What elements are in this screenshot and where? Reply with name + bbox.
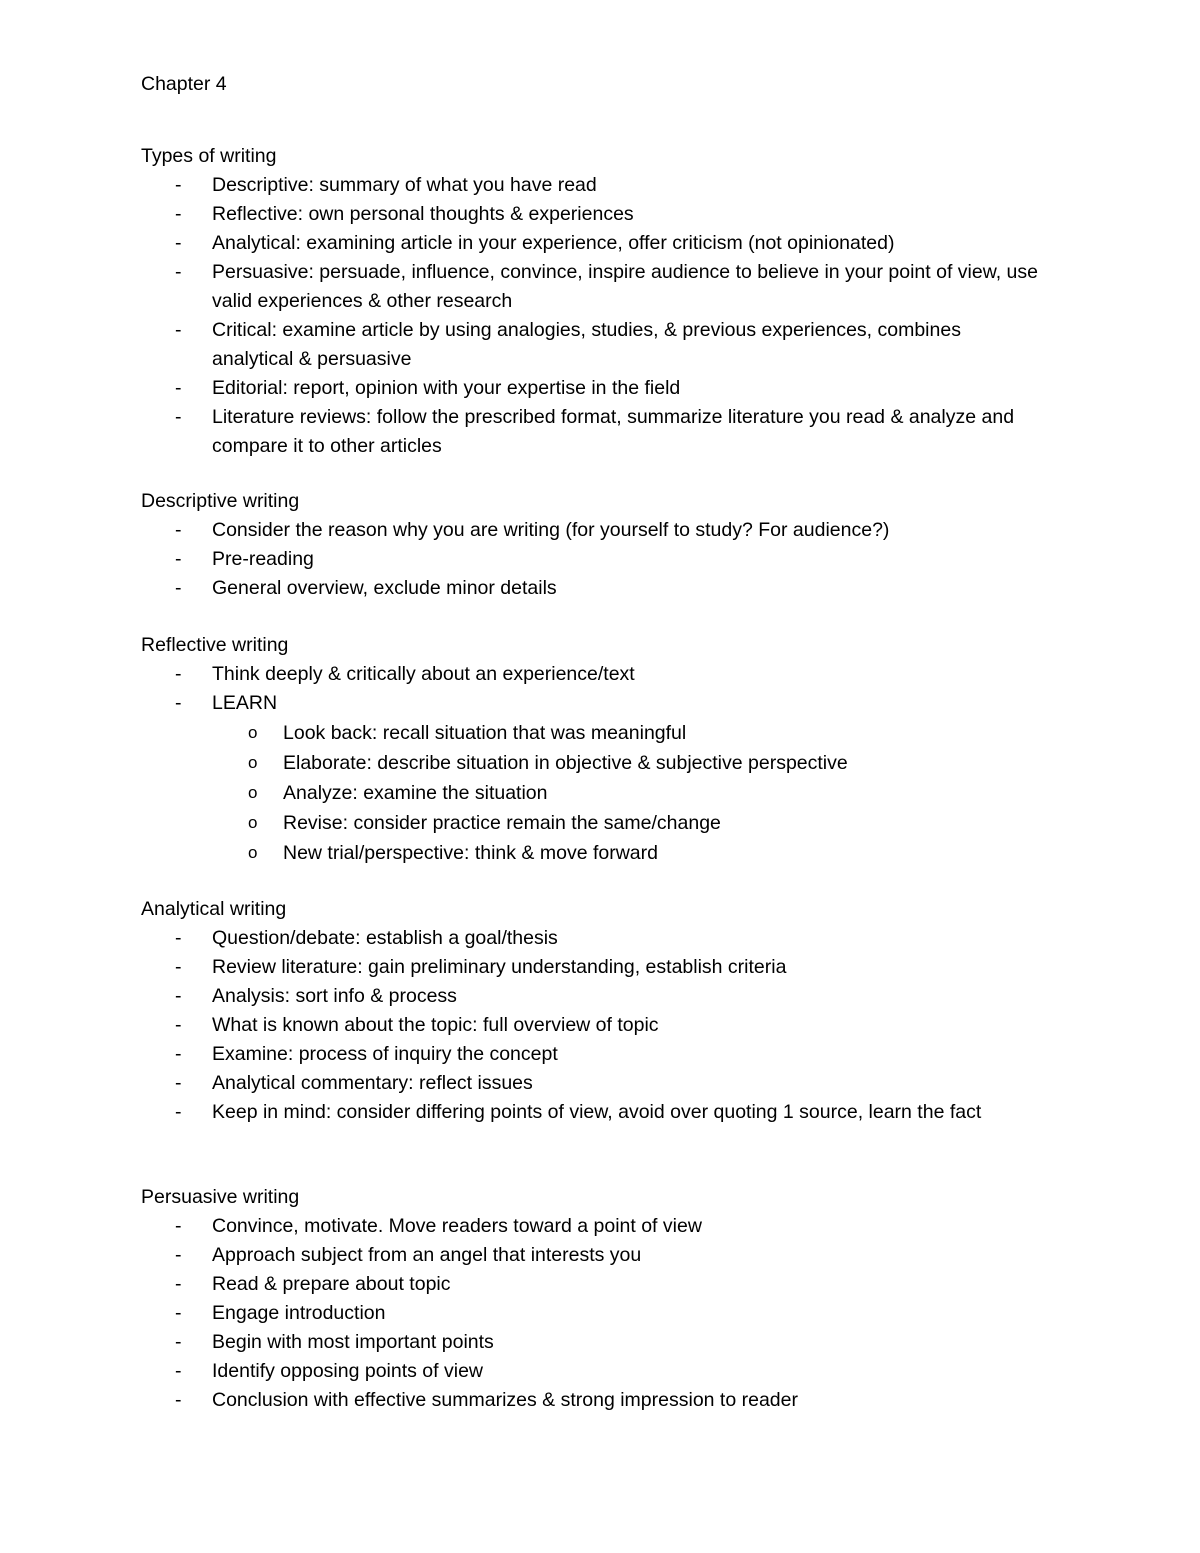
dash-marker: - xyxy=(175,1389,182,1411)
bullet-list xyxy=(141,516,1041,603)
dash-marker: - xyxy=(175,1101,182,1123)
dash-marker: - xyxy=(175,663,182,685)
list-item: - Convince, motivate. Move readers toward a point of view xyxy=(141,1212,1041,1241)
list-item: - Critical: examine article by using analogies, studies, & previous experiences, combines analytical & persuasive xyxy=(141,316,1041,374)
dash-marker: - xyxy=(175,1244,182,1266)
sub-list-item: o Elaborate: describe situation in objective & subjective perspective xyxy=(212,748,1041,778)
list-item: - Read & prepare about topic xyxy=(141,1270,1041,1299)
list-item: - Examine: process of inquiry the concept xyxy=(141,1040,1041,1069)
dash-marker: - xyxy=(175,1014,182,1036)
list-item: - Analytical commentary: reflect issues xyxy=(141,1069,1041,1098)
dash-marker: - xyxy=(175,1331,182,1353)
section-persuasive-writing xyxy=(141,1183,1041,1415)
list-item: - Think deeply & critically about an experience/text xyxy=(141,660,1041,689)
dash-marker: - xyxy=(175,692,182,714)
sub-bullet-list xyxy=(212,718,1041,868)
list-item: - Begin with most important points xyxy=(141,1328,1041,1357)
list-item: - Approach subject from an angel that interests you xyxy=(141,1241,1041,1270)
list-item: - What is known about the topic: full overview of topic xyxy=(141,1011,1041,1040)
dash-marker: - xyxy=(175,232,182,254)
circle-marker: o xyxy=(248,753,258,772)
dash-marker: - xyxy=(175,956,182,978)
dash-marker: - xyxy=(175,319,182,341)
section-heading: Reflective writing xyxy=(141,634,289,656)
list-item: - Keep in mind: consider differing points of view, avoid over quoting 1 source, learn the fact xyxy=(141,1098,1041,1127)
circle-marker: o xyxy=(248,843,258,862)
section-heading: Types of writing xyxy=(141,145,277,167)
list-item: - General overview, exclude minor details xyxy=(141,574,1041,603)
list-item: - Question/debate: establish a goal/thesis xyxy=(141,924,1041,953)
dash-marker: - xyxy=(175,1360,182,1382)
list-item: - Analysis: sort info & process xyxy=(141,982,1041,1011)
list-item: - Analytical: examining article in your experience, offer criticism (not opinionated) xyxy=(141,229,1041,258)
document-title: Chapter 4 xyxy=(141,73,227,95)
section-types-of-writing xyxy=(141,142,1041,461)
list-item: - Pre-reading xyxy=(141,545,1041,574)
dash-marker: - xyxy=(175,174,182,196)
dash-marker: - xyxy=(175,927,182,949)
section-heading: Analytical writing xyxy=(141,898,287,920)
sub-list-item: o New trial/perspective: think & move forward xyxy=(212,838,1041,868)
list-item: - Literature reviews: follow the prescribed format, summarize literature you read & analyze and compare it to other articles xyxy=(141,403,1041,461)
dash-marker: - xyxy=(175,985,182,1007)
dash-marker: - xyxy=(175,548,182,570)
section-descriptive-writing xyxy=(141,487,1041,603)
dash-marker: - xyxy=(175,1072,182,1094)
list-item: - Engage introduction xyxy=(141,1299,1041,1328)
sub-list-item: o Look back: recall situation that was meaningful xyxy=(212,718,1041,748)
section-heading: Descriptive writing xyxy=(141,490,300,512)
section-analytical-writing xyxy=(141,895,1041,1127)
circle-marker: o xyxy=(248,723,258,742)
circle-marker: o xyxy=(248,783,258,802)
list-item: - Persuasive: persuade, influence, convince, inspire audience to believe in your point of view, use valid experiences & other research xyxy=(141,258,1041,316)
dash-marker: - xyxy=(175,1302,182,1324)
dash-marker: - xyxy=(175,1215,182,1237)
dash-marker: - xyxy=(175,577,182,599)
bullet-list xyxy=(141,171,1041,461)
list-item: - Conclusion with effective summarizes & strong impression to reader xyxy=(141,1386,1041,1415)
dash-marker: - xyxy=(175,1273,182,1295)
list-item: - Editorial: report, opinion with your expertise in the field xyxy=(141,374,1041,403)
list-item: - LEARN o Look back: recall situation that was meaningful o Elaborate: describe situation in objective & subjective perspective o Analyze: examine the situation o Revise: consider practice remain the same/change o New trial/perspective: think & move forward xyxy=(141,689,1041,868)
dash-marker: - xyxy=(175,406,182,428)
circle-marker: o xyxy=(248,813,258,832)
section-reflective-writing xyxy=(141,631,1041,868)
bullet-list xyxy=(141,660,1041,868)
section-heading: Persuasive writing xyxy=(141,1186,300,1208)
list-item: - Review literature: gain preliminary understanding, establish criteria xyxy=(141,953,1041,982)
list-item: - Reflective: own personal thoughts & experiences xyxy=(141,200,1041,229)
dash-marker: - xyxy=(175,203,182,225)
dash-marker: - xyxy=(175,519,182,541)
sub-list-item: o Analyze: examine the situation xyxy=(212,778,1041,808)
list-item: - Descriptive: summary of what you have read xyxy=(141,171,1041,200)
dash-marker: - xyxy=(175,1043,182,1065)
dash-marker: - xyxy=(175,377,182,399)
bullet-list xyxy=(141,1212,1041,1415)
sub-list-item: o Revise: consider practice remain the same/change xyxy=(212,808,1041,838)
bullet-list xyxy=(141,924,1041,1127)
dash-marker: - xyxy=(175,261,182,283)
list-item: - Consider the reason why you are writing (for yourself to study? For audience?) xyxy=(141,516,1041,545)
list-item: - Identify opposing points of view xyxy=(141,1357,1041,1386)
